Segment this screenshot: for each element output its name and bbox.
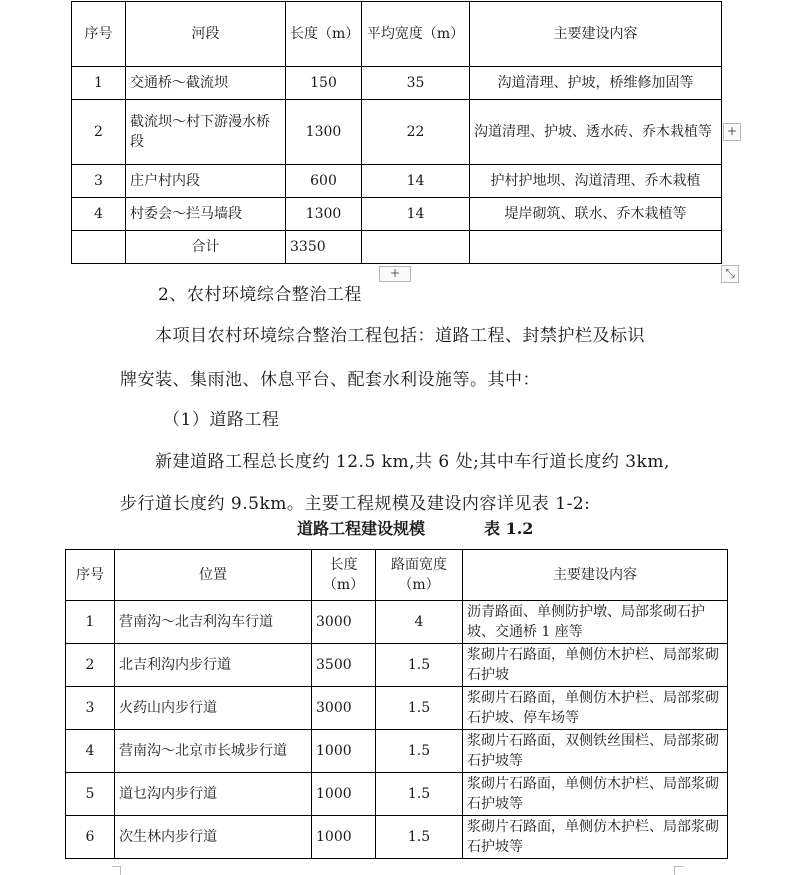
cell-location: 火药山内步行道 xyxy=(115,687,312,730)
cell-index: 2 xyxy=(66,644,115,687)
page-corner-mark xyxy=(112,866,121,875)
cell-length: 600 xyxy=(286,165,362,198)
page-corner-mark xyxy=(674,866,683,875)
cell-index: 1 xyxy=(72,67,126,100)
section-heading: 2、农村环境综合整治工程 xyxy=(158,285,362,305)
cell-length: 1300 xyxy=(286,100,362,165)
cell-content: 沥青路面、单侧防护墩、局部浆砌石护坡、交通桥 1 座等 xyxy=(463,601,728,644)
cell-length: 1000 xyxy=(312,730,376,773)
cell-width: 4 xyxy=(376,601,463,644)
cell-location: 道乜沟内步行道 xyxy=(115,773,312,816)
cell-content: 浆砌片石路面，单侧仿木护栏、局部浆砌石护坡、停车场等 xyxy=(463,687,728,730)
cell-content: 沟道清理、护坡，桥维修加固等 xyxy=(470,67,722,100)
table-row xyxy=(72,198,722,231)
cell-content: 堤岸砌筑、联水、乔木栽植等 xyxy=(470,198,722,231)
header-length: 长度（m） xyxy=(312,550,376,601)
cell-length: 1000 xyxy=(312,816,376,859)
table-caption-number: 表 1.2 xyxy=(484,519,534,538)
cell-width: 35 xyxy=(362,67,470,100)
table-header-row xyxy=(66,550,728,601)
cell-content: 浆砌片石路面，单侧仿木护栏、局部浆砌石护坡等 xyxy=(463,773,728,816)
cell-width: 14 xyxy=(362,198,470,231)
cell-width: 1.5 xyxy=(376,773,463,816)
cell-length: 1300 xyxy=(286,198,362,231)
table-row xyxy=(66,601,728,644)
table-caption-title: 道路工程建设规模 xyxy=(297,519,426,538)
cell-length: 3000 xyxy=(312,687,376,730)
cell-width: 1.5 xyxy=(376,730,463,773)
cell-index: 5 xyxy=(66,773,115,816)
cell-width: 1.5 xyxy=(376,816,463,859)
cell-section: 村委会～拦马墙段 xyxy=(126,198,286,231)
cell-empty xyxy=(72,231,126,264)
header-avg-width: 平均宽度（m） xyxy=(362,2,470,67)
subsection-heading: （1）道路工程 xyxy=(163,410,280,430)
cell-section: 庄户村内段 xyxy=(126,165,286,198)
cell-width: 1.5 xyxy=(376,687,463,730)
cell-index: 3 xyxy=(66,687,115,730)
add-column-button[interactable]: + xyxy=(723,123,741,141)
cell-index: 1 xyxy=(66,601,115,644)
cell-empty xyxy=(470,231,722,264)
table-row xyxy=(72,100,722,165)
header-content: 主要建设内容 xyxy=(463,550,728,601)
cell-length: 3500 xyxy=(312,644,376,687)
table-row xyxy=(66,644,728,687)
table-row xyxy=(72,165,722,198)
cell-content: 浆砌片石路面，单侧仿木护栏、局部浆砌石护坡 xyxy=(463,644,728,687)
cell-width: 1.5 xyxy=(376,644,463,687)
header-section: 河段 xyxy=(126,2,286,67)
paragraph-line: 牌安装、集雨池、休息平台、配套水利设施等。其中： xyxy=(120,370,540,390)
cell-content: 浆砌片石路面，双侧铁丝围栏、局部浆砌石护坡等 xyxy=(463,730,728,773)
header-road-width: 路面宽度（m） xyxy=(376,550,463,601)
table-row xyxy=(72,67,722,100)
add-row-button[interactable]: + xyxy=(379,266,411,282)
table-row xyxy=(66,730,728,773)
cell-index: 3 xyxy=(72,165,126,198)
cell-content: 浆砌片石路面，单侧仿木护栏、局部浆砌石护坡等 xyxy=(463,816,728,859)
cell-width: 22 xyxy=(362,100,470,165)
river-section-table xyxy=(71,1,722,264)
cell-length: 3000 xyxy=(312,601,376,644)
cell-index: 6 xyxy=(66,816,115,859)
table-row xyxy=(66,816,728,859)
cell-index: 4 xyxy=(72,198,126,231)
paragraph-line: 本项目农村环境综合整治工程包括：道路工程、封禁护栏及标识 xyxy=(155,326,645,346)
paragraph-line: 步行道长度约 9.5km。主要工程规模及建设内容详见表 1-2: xyxy=(120,494,591,514)
cell-location: 次生林内步行道 xyxy=(115,816,312,859)
cell-width: 14 xyxy=(362,165,470,198)
cell-section: 交通桥～截流坝 xyxy=(126,67,286,100)
cell-content: 护村护地坝、沟道清理、乔木栽植 xyxy=(470,165,722,198)
table-row xyxy=(66,687,728,730)
cell-section: 截流坝～村下游漫水桥段 xyxy=(126,100,286,165)
cell-location: 北吉利沟内步行道 xyxy=(115,644,312,687)
table-row xyxy=(66,773,728,816)
header-index: 序号 xyxy=(66,550,115,601)
paragraph-line: 新建道路工程总长度约 12.5 km,共 6 处;其中车行道长度约 3km, xyxy=(155,452,670,472)
header-location: 位置 xyxy=(115,550,312,601)
header-index: 序号 xyxy=(72,2,126,67)
cell-empty xyxy=(362,231,470,264)
table-resize-handle[interactable]: ⤡ xyxy=(721,265,739,283)
cell-location: 营南沟～北京市长城步行道 xyxy=(115,730,312,773)
road-engineering-table xyxy=(65,549,728,859)
table-header-row xyxy=(72,2,722,67)
header-length: 长度（m） xyxy=(286,2,362,67)
cell-length: 150 xyxy=(286,67,362,100)
cell-index: 2 xyxy=(72,100,126,165)
cell-location: 营南沟～北吉利沟车行道 xyxy=(115,601,312,644)
header-content: 主要建设内容 xyxy=(470,2,722,67)
total-label: 合计 xyxy=(126,231,286,264)
cell-content: 沟道清理、护坡、透水砖、乔木栽植等 xyxy=(470,100,722,165)
table-total-row xyxy=(72,231,722,264)
cell-index: 4 xyxy=(66,730,115,773)
total-value: 3350 xyxy=(286,231,362,264)
cell-length: 1000 xyxy=(312,773,376,816)
